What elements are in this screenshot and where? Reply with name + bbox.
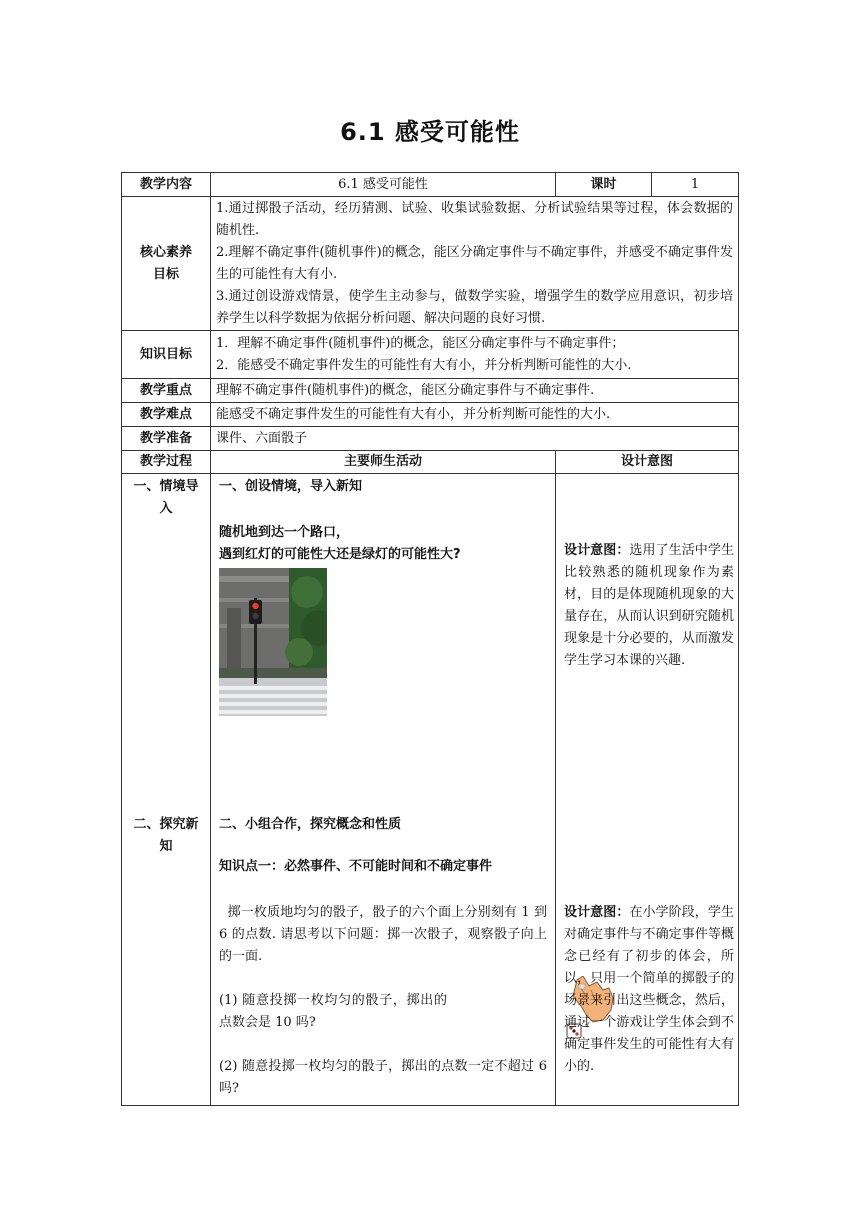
core-goals-label: 核心素养 目标 <box>122 197 211 331</box>
difficulty-label: 教学难点 <box>122 403 211 427</box>
core-goals-row <box>122 197 739 331</box>
process-body-row <box>122 474 739 1106</box>
traffic-light-photo-icon <box>219 568 327 716</box>
question-1: (1) 随意投掷一枚均匀的骰子，掷出的点数会是 10 吗? <box>219 993 447 1030</box>
process-col-stage: 教学过程 <box>122 451 211 474</box>
knowledge-goals-label: 知识目标 <box>122 331 211 379</box>
process-header-row <box>122 451 739 474</box>
knowledge-goals-row <box>122 331 739 379</box>
stage-labels <box>122 474 211 1106</box>
stage1-label-line1: 一、情境导 <box>133 479 199 494</box>
key-point-value: 理解不确定事件(随机事件)的概念，能区分确定事件与不确定事件. <box>211 379 739 403</box>
header-row <box>122 173 739 197</box>
question-2: (2) 随意投掷一枚均匀的骰子，掷出的点数一定不超过 6 吗? <box>219 1059 547 1096</box>
stage1-heading: 一、创设情境，导入新知 <box>219 479 363 494</box>
content-value: 6.1 感受可能性 <box>211 173 556 197</box>
page-title: 6.1 感受可能性 <box>340 118 520 146</box>
core-goals-content <box>211 197 739 331</box>
preparation-value: 课件、六面骰子 <box>211 427 739 451</box>
period-label: 课时 <box>556 173 652 197</box>
lesson-plan-table <box>121 172 739 1106</box>
knowledge-goal-item: 1．理解不确定事件(随机事件)的概念，能区分确定事件与不确定事件； <box>216 335 625 351</box>
stage2-label-line1: 二、探究新 <box>133 817 199 832</box>
period-value: 1 <box>652 173 739 197</box>
core-goal-item: 1.通过掷骰子活动，经历猜测、试验、收集试验数据、分析试验结果等过程，体会数据的随机性. <box>216 200 733 238</box>
content-label: 教学内容 <box>122 173 211 197</box>
design-intent-cell <box>556 474 739 1106</box>
stage1-design-intent: 设计意图：选用了生活中学生比较熟悉的随机现象作为素材，目的是体现随机现象的大量存在，从而认识到研究随机现象是十分必要的，从而激发学生学习本课的兴趣. <box>564 543 734 668</box>
core-goal-item: 3.通过创设游戏情景，使学生主动参与，做数学实验，增强学生的数学应用意识，初步培养学生以科学数据为依据分析问题、解决问题的良好习惯. <box>216 288 733 326</box>
key-point-row <box>122 379 739 403</box>
knowledge-point-heading: 知识点一：必然事件、不可能时间和不确定事件 <box>219 859 493 874</box>
preparation-row <box>122 427 739 451</box>
process-col-design: 设计意图 <box>556 451 739 474</box>
activities-cell <box>211 474 556 1106</box>
traffic-light-photo <box>219 568 327 716</box>
key-point-label: 教学重点 <box>122 379 211 403</box>
stage1-line1: 随机地到达一个路口， <box>219 525 350 540</box>
stage2-heading: 二、小组合作，探究概念和性质 <box>219 817 402 832</box>
stage1-label-line2: 入 <box>159 501 173 516</box>
stage2-design-intent: 设计意图：在小学阶段，学生对确定事件与不确定事件等概念已经有了初步的体会，所以，只用一个简单的掷骰子的场景来引出这些概念，然后，通过一个游戏让学生体会到不确定事件发生的可能性有大有小的. <box>564 905 734 1074</box>
dice-intro: 掷一枚质地均匀的骰子，骰子的六个面上分别刻有 1 到 6 的点数. 请思考以下问题：掷一次骰子，观察骰子向上的一面. <box>219 905 552 964</box>
process-col-activities: 主要师生活动 <box>211 451 556 474</box>
knowledge-goals-content <box>211 331 739 379</box>
difficulty-row <box>122 403 739 427</box>
difficulty-value: 能感受不确定事件发生的可能性有大有小，并分析判断可能性的大小. <box>211 403 739 427</box>
core-goal-item: 2.理解不确定事件(随机事件)的概念，能区分确定事件与不确定事件，并感受不确定事件发生的可能性有大有小. <box>216 244 733 282</box>
knowledge-goal-item: 2．能感受不确定事件发生的可能性有大有小，并分析判断可能性的大小. <box>216 357 632 373</box>
stage2-label-line2: 知 <box>159 839 173 854</box>
stage1-line2: 遇到红灯的可能性大还是绿灯的可能性大? <box>219 547 461 562</box>
preparation-label: 教学准备 <box>122 427 211 451</box>
